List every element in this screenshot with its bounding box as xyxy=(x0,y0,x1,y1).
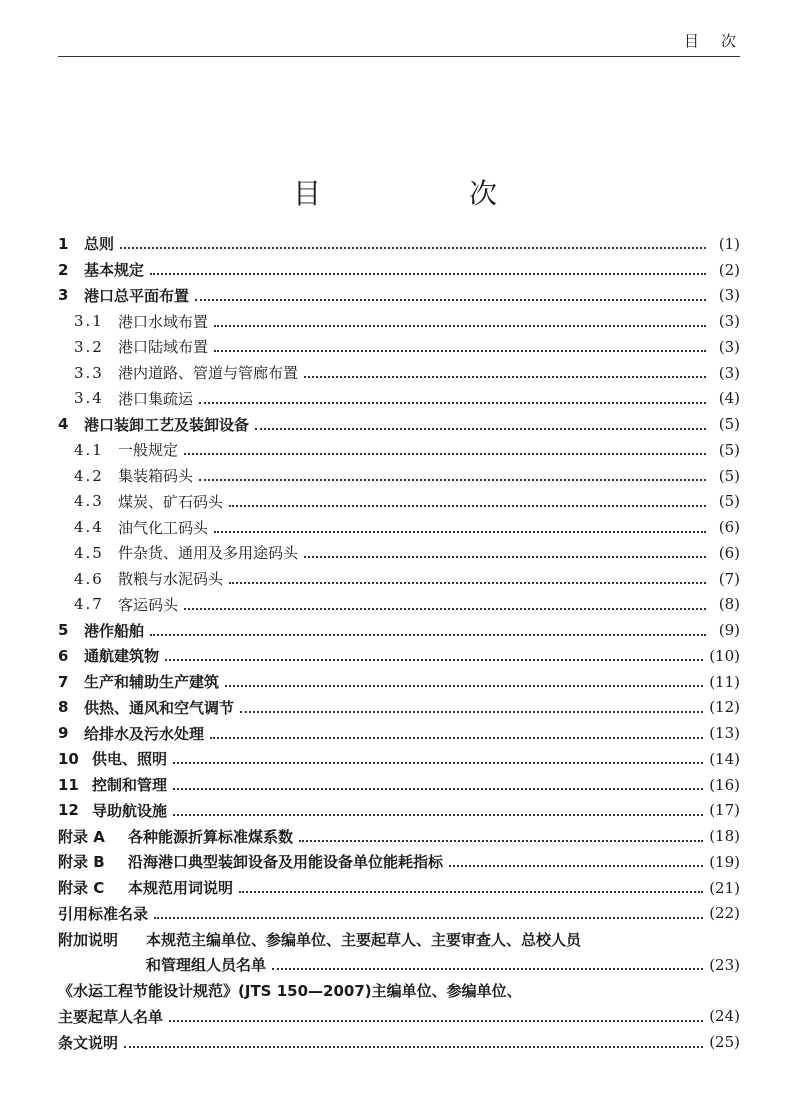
dot-leader xyxy=(214,324,706,327)
toc-number: 4.7 xyxy=(74,595,104,614)
toc-page: (5) xyxy=(718,492,740,511)
dot-leader xyxy=(299,839,703,842)
dot-leader xyxy=(229,581,706,584)
toc-title: 港口装卸工艺及装卸设备 xyxy=(84,415,250,434)
toc-page: (5) xyxy=(718,440,740,459)
toc-title: 基本规定 xyxy=(84,261,145,280)
toc-title: 《水运工程节能设计规范》(JTS 150—2007)主编单位、参编单位、 xyxy=(58,982,522,1001)
dot-leader xyxy=(214,349,706,352)
dot-leader xyxy=(229,504,706,507)
running-title: 目次 xyxy=(683,32,758,50)
toc-page: (22) xyxy=(709,904,740,923)
toc-title: 本规范用词说明 xyxy=(128,879,234,898)
toc-entry-3-2[interactable] xyxy=(58,334,740,360)
dot-leader xyxy=(154,916,703,919)
toc-entry-references[interactable] xyxy=(58,901,740,927)
toc-page: (5) xyxy=(718,466,740,485)
toc-page: (11) xyxy=(709,672,740,691)
toc-number: 9 xyxy=(58,724,69,743)
toc-title: 集装箱码头 xyxy=(118,467,194,486)
toc-entry-additional-notes-cont[interactable] xyxy=(58,952,740,978)
dot-leader xyxy=(255,427,706,430)
toc-title: 油气化工码头 xyxy=(118,518,209,537)
toc-page: (7) xyxy=(718,569,740,588)
toc-title: 本规范主编单位、参编单位、主要起草人、主要审查人、总校人员 xyxy=(146,930,582,949)
toc-page: (19) xyxy=(709,852,740,871)
toc-page: (3) xyxy=(718,286,740,305)
toc-number: 6 xyxy=(58,646,69,665)
toc-page: (1) xyxy=(718,234,740,253)
dot-leader xyxy=(184,452,706,455)
dot-leader xyxy=(239,890,703,893)
toc-title: 煤炭、矿石码头 xyxy=(118,492,224,511)
toc-page: (3) xyxy=(718,337,740,356)
toc-entry-3-4[interactable] xyxy=(58,386,740,412)
toc-title: 港口集疏运 xyxy=(118,389,194,408)
dot-leader xyxy=(199,478,706,481)
toc-title: 港口陆域布置 xyxy=(118,338,209,357)
dot-leader xyxy=(173,787,703,790)
dot-leader xyxy=(214,530,706,533)
toc-page: (18) xyxy=(709,827,740,846)
toc-entry-10[interactable] xyxy=(58,746,740,772)
toc-page: (6) xyxy=(718,543,740,562)
toc-number: 4.5 xyxy=(74,543,104,562)
toc-entry-4-5[interactable] xyxy=(58,540,740,566)
toc-entry-12[interactable] xyxy=(58,798,740,824)
toc-entry-5[interactable] xyxy=(58,617,740,643)
toc-page: (14) xyxy=(709,749,740,768)
running-header xyxy=(58,30,758,57)
toc-entry-former-editors-cont[interactable] xyxy=(58,1004,740,1030)
toc-page: (2) xyxy=(718,260,740,279)
toc-number: 11 xyxy=(58,775,79,794)
dot-leader xyxy=(173,761,703,764)
toc-number: 3.2 xyxy=(74,337,104,356)
toc-title: 港口水域布置 xyxy=(118,312,209,331)
toc-number: 4 xyxy=(58,415,69,434)
dot-leader xyxy=(240,710,703,713)
toc-page: (8) xyxy=(718,595,740,614)
toc-entry-1[interactable] xyxy=(58,231,740,257)
toc-title: 供电、照明 xyxy=(92,750,168,769)
toc-number: 5 xyxy=(58,621,69,640)
dot-leader xyxy=(169,1019,703,1022)
toc-entry-4-6[interactable] xyxy=(58,566,740,592)
toc-page: (16) xyxy=(709,775,740,794)
toc-entry-appendix-a[interactable] xyxy=(58,823,740,849)
toc-title: 港内道路、管道与管廊布置 xyxy=(118,364,299,383)
toc-number: 8 xyxy=(58,698,69,717)
toc-title: 件杂货、通用及多用途码头 xyxy=(118,544,299,563)
toc-entry-4-3[interactable] xyxy=(58,489,740,515)
toc-number: 4.1 xyxy=(74,440,104,459)
toc-number: 附录 A xyxy=(58,827,105,846)
toc-page: (9) xyxy=(718,621,740,640)
toc-entry-appendix-b[interactable] xyxy=(58,849,740,875)
dot-leader xyxy=(120,246,706,249)
toc-entry-6[interactable] xyxy=(58,643,740,669)
toc-entry-additional-notes[interactable] xyxy=(58,926,740,952)
toc-page: (17) xyxy=(709,801,740,820)
dot-leader xyxy=(184,607,706,610)
toc-title: 港作船舶 xyxy=(84,621,145,640)
toc-page: (23) xyxy=(709,955,740,974)
toc-entry-4-2[interactable] xyxy=(58,463,740,489)
toc-entry-3-3[interactable] xyxy=(58,360,740,386)
toc-title: 总则 xyxy=(84,235,115,254)
toc-entry-3[interactable] xyxy=(58,283,740,309)
toc-entry-4-1[interactable] xyxy=(58,437,740,463)
toc-title: 各种能源折算标准煤系数 xyxy=(128,827,294,846)
toc-page: (12) xyxy=(709,698,740,717)
dot-leader xyxy=(195,298,706,301)
toc-entry-11[interactable] xyxy=(58,772,740,798)
page-title: 目 次 xyxy=(292,177,557,210)
dot-leader xyxy=(304,375,706,378)
dot-leader xyxy=(150,633,706,636)
toc-page: (6) xyxy=(718,518,740,537)
toc-title: 生产和辅助生产建筑 xyxy=(84,673,220,692)
toc-page: (24) xyxy=(709,1007,740,1026)
toc-number: 2 xyxy=(58,260,69,279)
toc-title: 控制和管理 xyxy=(92,776,168,795)
toc-number: 3.1 xyxy=(74,312,104,331)
toc-entry-4-7[interactable] xyxy=(58,592,740,618)
toc-title: 引用标准名录 xyxy=(58,904,149,923)
toc-page: (25) xyxy=(709,1033,740,1052)
toc-title: 通航建筑物 xyxy=(84,647,160,666)
dot-leader xyxy=(165,658,703,661)
dot-leader xyxy=(150,272,706,275)
toc-title: 一般规定 xyxy=(118,441,179,460)
toc-number: 3.3 xyxy=(74,363,104,382)
toc-number: 4.3 xyxy=(74,492,104,511)
toc-number: 附录 C xyxy=(58,879,105,898)
toc-number: 10 xyxy=(58,749,79,768)
toc-title: 导助航设施 xyxy=(92,801,168,820)
toc-title: 给排水及污水处理 xyxy=(84,724,205,743)
toc-entry-8[interactable] xyxy=(58,695,740,721)
toc-entry-3-1[interactable] xyxy=(58,308,740,334)
toc-entry-4-4[interactable] xyxy=(58,514,740,540)
toc-number: 附加说明 xyxy=(58,930,119,949)
toc-title-cont: 主要起草人名单 xyxy=(58,1007,164,1026)
toc-title: 客运码头 xyxy=(118,595,179,614)
toc-entry-commentary[interactable] xyxy=(58,1029,740,1055)
toc-number: 4.6 xyxy=(74,569,104,588)
toc-entry-4[interactable] xyxy=(58,411,740,437)
toc-page: (21) xyxy=(709,878,740,897)
toc-number: 7 xyxy=(58,672,69,691)
toc-page: (4) xyxy=(718,389,740,408)
toc-title: 供热、通风和空气调节 xyxy=(84,698,235,717)
toc-entry-7[interactable] xyxy=(58,669,740,695)
toc-title: 条文说明 xyxy=(58,1033,119,1052)
toc-page: (10) xyxy=(709,646,740,665)
toc-title-cont: 和管理组人员名单 xyxy=(146,956,267,975)
toc-entry-former-editors[interactable] xyxy=(58,978,740,1004)
toc-number: 4.2 xyxy=(74,466,104,485)
toc-number: 3.4 xyxy=(74,389,104,408)
dot-leader xyxy=(449,864,703,867)
dot-leader xyxy=(199,401,706,404)
dot-leader xyxy=(272,967,703,970)
toc-title: 散粮与水泥码头 xyxy=(118,570,224,589)
dot-leader xyxy=(210,736,703,739)
toc-title: 港口总平面布置 xyxy=(84,286,190,305)
dot-leader xyxy=(124,1045,703,1048)
toc-page: (5) xyxy=(718,415,740,434)
toc-number: 附录 B xyxy=(58,853,105,872)
toc-entry-9[interactable] xyxy=(58,720,740,746)
toc-page: (3) xyxy=(718,363,740,382)
toc-number: 12 xyxy=(58,801,79,820)
toc-title: 沿海港口典型装卸设备及用能设备单位能耗指标 xyxy=(128,853,444,872)
dot-leader xyxy=(304,555,706,558)
toc-page: (13) xyxy=(709,724,740,743)
toc-entry-appendix-c[interactable] xyxy=(58,875,740,901)
toc-number: 3 xyxy=(58,286,69,305)
toc-page: (3) xyxy=(718,312,740,331)
dot-leader xyxy=(225,684,703,687)
toc-number: 4.4 xyxy=(74,518,104,537)
toc-entry-2[interactable] xyxy=(58,257,740,283)
table-of-contents xyxy=(58,231,740,1055)
toc-number: 1 xyxy=(58,234,69,253)
dot-leader xyxy=(173,813,703,816)
